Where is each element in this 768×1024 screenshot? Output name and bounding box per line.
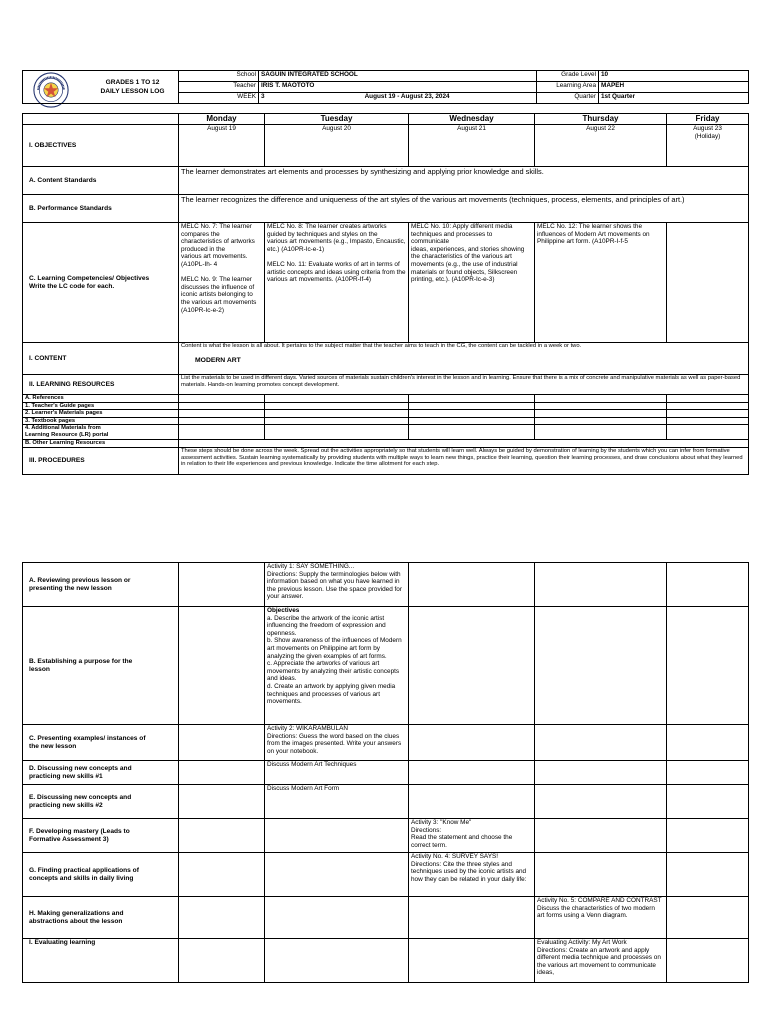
day-header-tuesday: Tuesday (265, 114, 409, 125)
school-label: School (179, 71, 259, 82)
week-dates: August 19 - August 23, 2024 (364, 93, 450, 100)
content-note: Content is what the lesson is all about. It pertains to the subject matter that the teacher aims to teach in the CG, the content can be tackled in a week or two. (181, 343, 582, 349)
content-label: I. CONTENT (23, 343, 179, 375)
objectives-heading: I. OBJECTIVES (23, 125, 179, 167)
day-header-thursday: Thursday (535, 114, 667, 125)
performance-standards-label: B. Performance Standards (23, 195, 179, 223)
procedure-c-label: C. Presenting examples/ instances of the new lesson (23, 725, 179, 761)
title-line1: GRADES 1 TO 12 (105, 79, 160, 86)
date-friday: August 23 (Holiday) (667, 125, 749, 167)
procedure-i-thursday: Evaluating Activity: My Art Work Directions: Create an artwork and apply different media technique and processes on the various art movement to communicate ideas, (535, 939, 667, 983)
procedure-g-wednesday: Activity No. 4: SURVEY SAYS! Directions: Cite the three styles and techniques used by the iconic artists and how they can be related in your daily life: (409, 853, 535, 897)
learning-area-value: MAPEH (599, 82, 749, 93)
procedure-e-label: E. Discussing new concepts and practicing new skills #2 (23, 785, 179, 819)
date-wednesday: August 21 (409, 125, 535, 167)
title-line2: DAILY LESSON LOG (100, 88, 165, 95)
procedure-d-tuesday: Discuss Modern Art Techniques (265, 761, 409, 785)
grade-level-label: Grade Level (537, 71, 599, 82)
procedure-c-tuesday: Activity 2: WIKARAMBULAN Directions: Guess the word based on the clues from the images presented. Write your answers on your notebook. (265, 725, 409, 761)
week-label: WEEK (179, 93, 259, 104)
procedure-i-label: I. Evaluating learning (23, 939, 179, 983)
lesson-log-table (22, 113, 749, 475)
quarter-value: 1st Quarter (599, 93, 749, 104)
procedure-b-tuesday: a. Describe the artwork of the iconic artist influencing the freedom of expression and openness. b. Show awareness of the influences of Modern art movements on Philippine art form by analyzing the given examples of art forms. c. Appreciate the artworks of various art movements by analyzing their artistic concepts and ideas. d. Create an artwork by applying given media techniques and processes of various art movements. (267, 614, 402, 706)
learners-materials-label: 2. Learner's Materials pages (23, 410, 179, 418)
date-monday: August 19 (179, 125, 265, 167)
procedure-g-label: G. Finding practical applications of concepts and skills in daily living (23, 853, 179, 897)
content-standards-label: A. Content Standards (23, 167, 179, 195)
references-label: A. References (23, 395, 179, 403)
procedure-b-label: B. Establishing a purpose for the lesson (23, 607, 179, 725)
textbook-label: 3. Textbook pages (23, 417, 179, 425)
grade-level-value: 10 (599, 71, 749, 82)
content-standards-text: The learner demonstrates art elements and processes by synthesizing and applying prior knowledge and skills. (179, 167, 749, 195)
competency-tuesday: MELC No. 8: The learner creates artworks guided by techniques and styles on the various art movements (e.g., Impasto, Encaustic, etc.) (A10PR-Ic-e-1) MELC No. 11: Evaluate works of art in terms of artistic concepts and ideas using criteria from the various art movements. (A10PR-If-4) (265, 223, 409, 343)
date-tuesday: August 20 (265, 125, 409, 167)
procedure-f-label: F. Developing mastery (Leads to Formative Assessment 3) (23, 819, 179, 853)
header-table (22, 70, 749, 104)
learning-resources-label: II. LEARNING RESOURCES (23, 375, 179, 395)
competency-thursday: MELC No. 12: The learner shows the influences of Modern Art movements on Philippine art form. (A10PR-I-f-5 (535, 223, 667, 343)
other-resources-label: B. Other Learning Resources (23, 440, 179, 448)
procedure-e-tuesday: Discuss Modern Art Form (265, 785, 409, 819)
week-value: 3 (261, 93, 265, 100)
procedure-h-label: H. Making generalizations and abstractions about the lesson (23, 897, 179, 939)
additional-materials-label: 4. Additional Materials from Learning Resource (LR) portal (23, 425, 179, 440)
teacher-label: Teacher (179, 82, 259, 93)
procedure-b-objectives-title: Objectives (267, 607, 300, 614)
teachers-guide-label: 1. Teacher's Guide pages (23, 402, 179, 410)
learning-area-label: Learning Area (537, 82, 599, 93)
day-header-friday: Friday (667, 114, 749, 125)
performance-standards-text: The learner recognizes the difference and uniqueness of the art styles of the various art movements (techniques, process, elements, and principles of art.) (179, 195, 749, 223)
competencies-label: C. Learning Competencies/ Objectives Write the LC code for each. (23, 223, 179, 343)
teacher-value: IRIS T. MAOTOTO (259, 82, 537, 93)
day-header-monday: Monday (179, 114, 265, 125)
procedures-table (22, 562, 749, 983)
date-thursday: August 22 (535, 125, 667, 167)
procedures-note: These steps should be done across the week. Spread out the activities appropriately so that students will learn well. Always be guided by demonstration of learning by the students which you can infer from formative assessment activities. Sustain learning systematically by providing students with multiple ways to learn new things, practice their learning, question their learning processes, and draw conclusions about what they learned in relation to their life experiences and previous knowledge. Indicate the time allotment for each step. (179, 447, 749, 474)
learning-resources-note: List the materials to be used in different days. Varied sources of materials sustain children's interest in the lesson and in learning. Ensure that there is a mix of concrete and manipulative materials as well as paper-based materials. Hands-on learning promotes concept development. (179, 375, 749, 395)
procedures-label: III. PROCEDURES (23, 447, 179, 474)
school-value: SAGUIN INTEGRATED SCHOOL (259, 71, 537, 82)
procedure-f-wednesday: Activity 3: "Know Me" Directions: Read the statement and choose the correct term. (409, 819, 535, 853)
procedure-a-label: A. Reviewing previous lesson or presenting the new lesson (23, 563, 179, 607)
competency-monday: MELC No. 7: The learner compares the characteristics of artworks produced in the various art movements. (A10PL-Ih- 4 MELC No. 9: The learner discusses the influence of iconic artists belonging to the various art movements (A10PR-Ic-e-2) (179, 223, 265, 343)
content-value: MODERN ART (195, 356, 241, 364)
procedure-d-label: D. Discussing new concepts and practicing new skills #1 (23, 761, 179, 785)
week-cell (259, 93, 537, 104)
quarter-label: Quarter (537, 93, 599, 104)
competency-wednesday: MELC No. 10: Apply different media techniques and processes to communicate ideas, experiences, and stories showing the characteristics of the various art movements (e.g., the use of industrial materials or found objects, Silkscreen printing, etc.). (A10PR-Ic-e-3) (409, 223, 535, 343)
procedure-h-thursday: Activity No. 5: COMPARE AND CONTRAST Discuss the characteristics of two modern art forms using a Venn diagram. (535, 897, 667, 939)
procedure-a-tuesday: Activity 1: SAY SOMETHING... Directions: Supply the terminologies below with information based on what you have learned in the previous lesson. Use the space provided for your answer. (265, 563, 409, 607)
day-header-wednesday: Wednesday (409, 114, 535, 125)
